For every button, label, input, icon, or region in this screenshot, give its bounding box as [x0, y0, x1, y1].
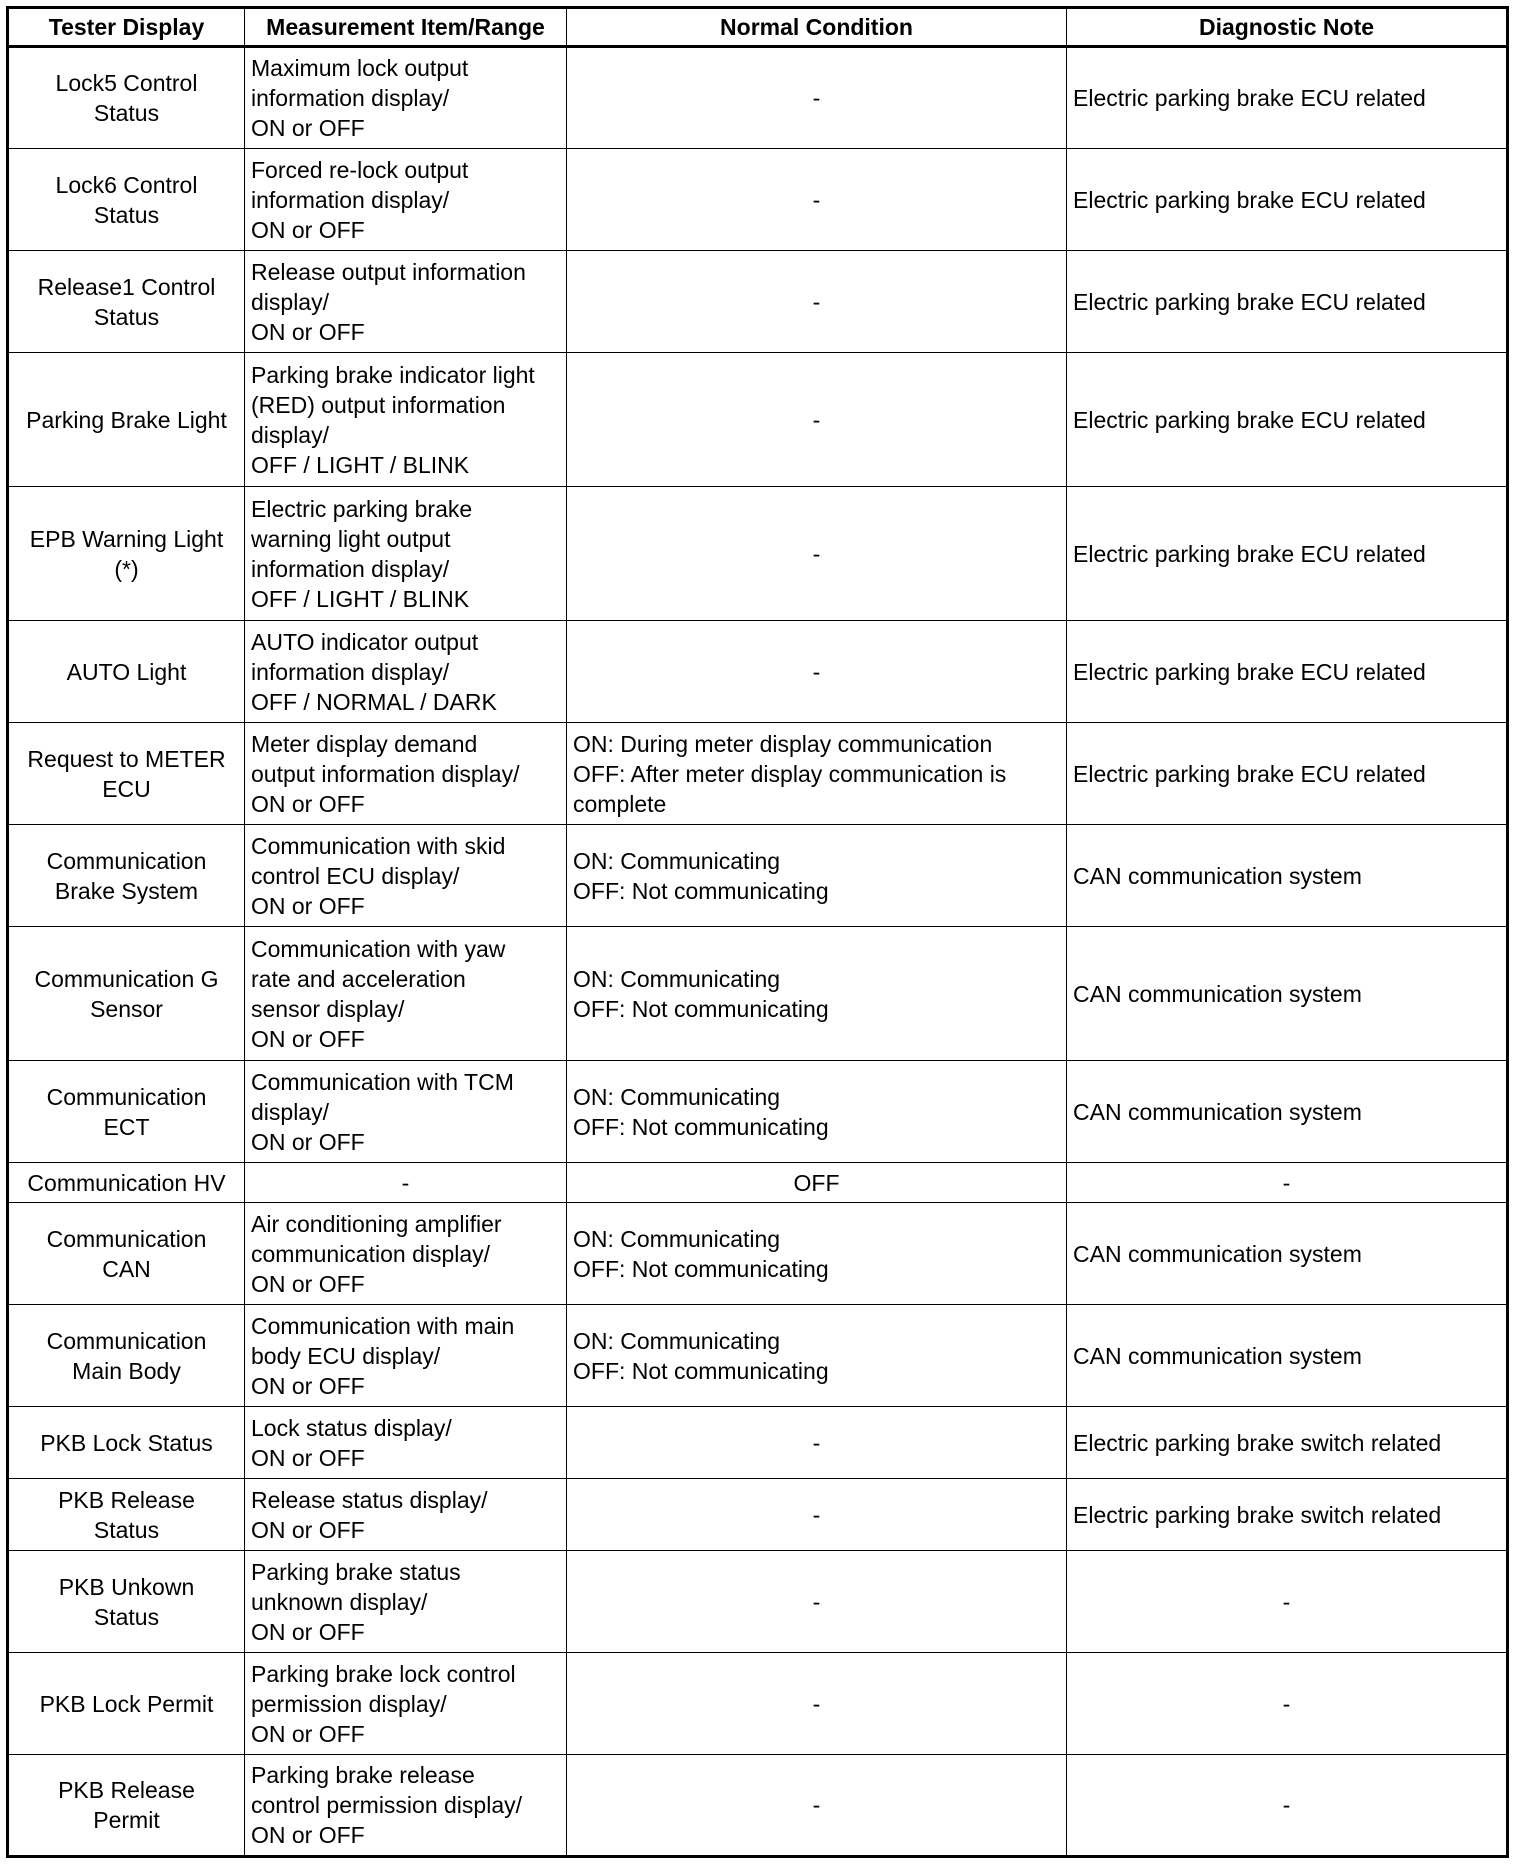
table-row — [8, 1653, 1508, 1755]
normal-condition-cell: - — [567, 1551, 1067, 1653]
normal-condition-cell: OFF — [567, 1163, 1067, 1203]
data-list-table-container — [6, 6, 1506, 1858]
normal-condition-cell: - — [567, 47, 1067, 149]
measurement-item-cell: Meter display demand output information display/ ON or OFF — [245, 723, 567, 825]
tester-display-cell: PKB Lock Status — [8, 1407, 245, 1479]
diagnostic-note-cell: - — [1067, 1755, 1508, 1857]
diagnostic-note-cell: Electric parking brake ECU related — [1067, 723, 1508, 825]
measurement-item-cell: Communication with yaw rate and acceleration sensor display/ ON or OFF — [245, 927, 567, 1061]
measurement-item-cell: Parking brake lock control permission display/ ON or OFF — [245, 1653, 567, 1755]
tester-display-cell: PKB Release Status — [8, 1479, 245, 1551]
diagnostic-note-cell: Electric parking brake ECU related — [1067, 487, 1508, 621]
table-row — [8, 1479, 1508, 1551]
data-list-table — [6, 6, 1509, 1858]
tester-display-cell: Request to METER ECU — [8, 723, 245, 825]
tester-display-cell: Communication CAN — [8, 1203, 245, 1305]
normal-condition-cell: ON: During meter display communication OFF: After meter display communication is complete — [567, 723, 1067, 825]
diagnostic-note-cell: CAN communication system — [1067, 1305, 1508, 1407]
header-measurement-item: Measurement Item/Range — [245, 8, 567, 47]
normal-condition-cell: - — [567, 1479, 1067, 1551]
normal-condition-cell: ON: Communicating OFF: Not communicating — [567, 927, 1067, 1061]
diagnostic-note-cell: Electric parking brake ECU related — [1067, 149, 1508, 251]
table-row — [8, 825, 1508, 927]
measurement-item-cell: AUTO indicator output information display/ OFF / NORMAL / DARK — [245, 621, 567, 723]
normal-condition-cell: - — [567, 251, 1067, 353]
diagnostic-note-cell: Electric parking brake ECU related — [1067, 47, 1508, 149]
table-row — [8, 353, 1508, 487]
table-row — [8, 251, 1508, 353]
normal-condition-cell: - — [567, 487, 1067, 621]
diagnostic-note-cell: CAN communication system — [1067, 927, 1508, 1061]
table-row — [8, 927, 1508, 1061]
diagnostic-note-cell: Electric parking brake switch related — [1067, 1407, 1508, 1479]
table-row — [8, 1551, 1508, 1653]
tester-display-cell: Communication HV — [8, 1163, 245, 1203]
diagnostic-note-cell: Electric parking brake ECU related — [1067, 251, 1508, 353]
measurement-item-cell: Forced re-lock output information display/ ON or OFF — [245, 149, 567, 251]
measurement-item-cell: Release status display/ ON or OFF — [245, 1479, 567, 1551]
diagnostic-note-cell: Electric parking brake ECU related — [1067, 353, 1508, 487]
tester-display-cell: PKB Unkown Status — [8, 1551, 245, 1653]
measurement-item-cell: Release output information display/ ON or OFF — [245, 251, 567, 353]
diagnostic-note-cell: - — [1067, 1163, 1508, 1203]
table-row — [8, 1755, 1508, 1857]
measurement-item-cell: Communication with TCM display/ ON or OFF — [245, 1061, 567, 1163]
tester-display-cell: Communication ECT — [8, 1061, 245, 1163]
table-row — [8, 1163, 1508, 1203]
table-header-row — [8, 8, 1508, 47]
table-row — [8, 621, 1508, 723]
tester-display-cell: AUTO Light — [8, 621, 245, 723]
normal-condition-cell: - — [567, 353, 1067, 487]
normal-condition-cell: ON: Communicating OFF: Not communicating — [567, 1305, 1067, 1407]
measurement-item-cell: Air conditioning amplifier communication display/ ON or OFF — [245, 1203, 567, 1305]
measurement-item-cell: Communication with skid control ECU display/ ON or OFF — [245, 825, 567, 927]
normal-condition-cell: ON: Communicating OFF: Not communicating — [567, 1203, 1067, 1305]
measurement-item-cell: Maximum lock output information display/ ON or OFF — [245, 47, 567, 149]
diagnostic-note-cell: CAN communication system — [1067, 1203, 1508, 1305]
diagnostic-note-cell: - — [1067, 1653, 1508, 1755]
normal-condition-cell: ON: Communicating OFF: Not communicating — [567, 825, 1067, 927]
table-row — [8, 1203, 1508, 1305]
measurement-item-cell: Lock status display/ ON or OFF — [245, 1407, 567, 1479]
normal-condition-cell: - — [567, 149, 1067, 251]
diagnostic-note-cell: Electric parking brake switch related — [1067, 1479, 1508, 1551]
table-row — [8, 47, 1508, 149]
diagnostic-note-cell: CAN communication system — [1067, 825, 1508, 927]
measurement-item-cell: Parking brake release control permission display/ ON or OFF — [245, 1755, 567, 1857]
tester-display-cell: Lock5 Control Status — [8, 47, 245, 149]
table-row — [8, 149, 1508, 251]
table-row — [8, 487, 1508, 621]
header-tester-display: Tester Display — [8, 8, 245, 47]
measurement-item-cell: Parking brake indicator light (RED) output information display/ OFF / LIGHT / BLINK — [245, 353, 567, 487]
tester-display-cell: PKB Lock Permit — [8, 1653, 245, 1755]
table-row — [8, 723, 1508, 825]
tester-display-cell: Communication G Sensor — [8, 927, 245, 1061]
diagnostic-note-cell: Electric parking brake ECU related — [1067, 621, 1508, 723]
measurement-item-cell: Communication with main body ECU display/ ON or OFF — [245, 1305, 567, 1407]
tester-display-cell: PKB Release Permit — [8, 1755, 245, 1857]
diagnostic-note-cell: CAN communication system — [1067, 1061, 1508, 1163]
table-row — [8, 1407, 1508, 1479]
normal-condition-cell: - — [567, 1755, 1067, 1857]
measurement-item-cell: - — [245, 1163, 567, 1203]
header-diagnostic-note: Diagnostic Note — [1067, 8, 1508, 47]
tester-display-cell: Lock6 Control Status — [8, 149, 245, 251]
tester-display-cell: EPB Warning Light (*) — [8, 487, 245, 621]
tester-display-cell: Parking Brake Light — [8, 353, 245, 487]
tester-display-cell: Communication Brake System — [8, 825, 245, 927]
header-normal-condition: Normal Condition — [567, 8, 1067, 47]
table-row — [8, 1305, 1508, 1407]
tester-display-cell: Release1 Control Status — [8, 251, 245, 353]
normal-condition-cell: - — [567, 621, 1067, 723]
diagnostic-note-cell: - — [1067, 1551, 1508, 1653]
measurement-item-cell: Parking brake status unknown display/ ON or OFF — [245, 1551, 567, 1653]
tester-display-cell: Communication Main Body — [8, 1305, 245, 1407]
table-row — [8, 1061, 1508, 1163]
normal-condition-cell: - — [567, 1653, 1067, 1755]
normal-condition-cell: ON: Communicating OFF: Not communicating — [567, 1061, 1067, 1163]
normal-condition-cell: - — [567, 1407, 1067, 1479]
measurement-item-cell: Electric parking brake warning light output information display/ OFF / LIGHT / BLINK — [245, 487, 567, 621]
